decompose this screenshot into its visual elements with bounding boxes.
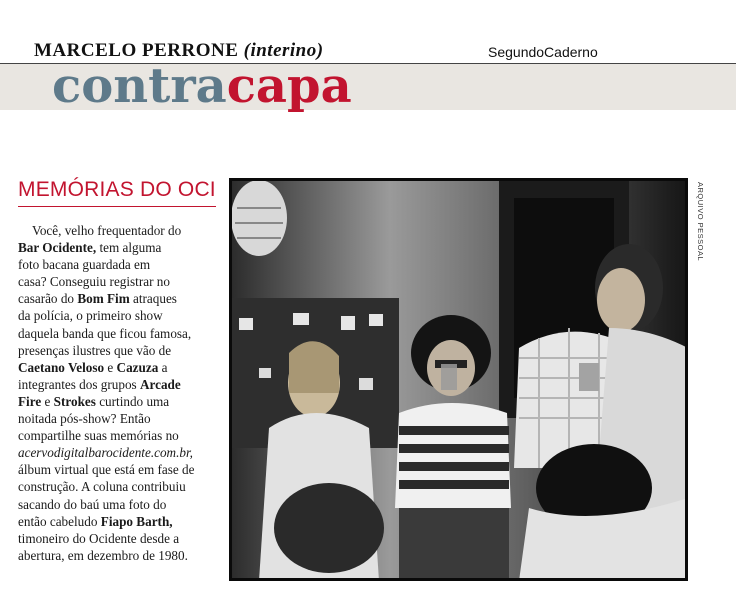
article-line [18,325,216,342]
photo-illustration [229,178,688,581]
body-text: álbum virtual que está em fase de [18,462,195,478]
bold-text: Fire [18,393,42,409]
italic-text: acervodigitalbarocidente.com.br, [18,445,193,461]
page-header [0,0,736,64]
body-text: e [41,393,54,409]
body-text: Você, velho frequentador do [32,223,182,238]
article-line [18,256,216,273]
bold-text: Arcade [139,376,181,392]
column-logo-part1: contra [52,58,227,114]
bold-text: Cazuza [116,359,159,375]
article-line [18,273,216,290]
article-line [18,530,216,547]
article-line [18,239,216,256]
article-line [18,342,216,359]
body-text: noitada pós-show? Então [18,411,151,427]
article-line [18,547,216,564]
body-text: casarão do [18,291,78,307]
body-text: integrantes dos grupos [18,376,140,392]
body-text: construção. A coluna contribuiu [18,479,186,495]
article-line [18,461,216,478]
bold-text: Caetano Veloso [18,359,105,375]
body-text: compartilhe suas memórias no [18,428,179,444]
article-line [18,410,216,427]
article-line [18,222,216,239]
article-line [18,513,216,530]
bold-text: Bar Ocidente, [18,240,97,256]
body-text: curtindo uma [95,393,170,409]
body-text: atraques [129,291,177,307]
body-text: a [158,359,168,375]
body-text: presenças ilustres que vão de [18,342,172,358]
bold-text: Fiapo Barth, [100,513,173,529]
columnist-name: MARCELO PERRONE [34,40,239,61]
article-line [18,290,216,307]
body-text: daquela banda que ficou famosa, [18,325,192,341]
article-line [18,359,216,376]
article-line [18,307,216,324]
body-text: abertura, em dezembro de 1980. [18,547,188,563]
body-text: timoneiro do Ocidente desde a [18,530,180,546]
column-logo-part2: capa [226,58,352,114]
column-logo [52,56,352,116]
article-headline: MEMÓRIAS DO OCI [18,178,216,201]
article-line [18,427,216,444]
body-text: da polícia, o primeiro show [18,308,163,324]
section-name: SegundoCaderno [488,44,598,60]
body-text: sacando do baú uma foto do [18,496,167,512]
headline-underline [18,206,216,207]
body-text: tem alguma [96,240,162,256]
body-text: foto bacana guardada em [18,257,151,273]
bold-text: Strokes [53,393,96,409]
article-body [18,222,216,564]
article-line [18,376,216,393]
article-line [18,496,216,513]
columnist-role: (interino) [243,40,324,61]
article-photo [229,178,688,581]
article-line [18,444,216,461]
bold-text: Bom Fim [77,291,130,307]
body-text: então cabeludo [18,513,101,529]
body-text: e [104,359,117,375]
article-line [18,393,216,410]
article-line [18,478,216,495]
photo-credit: ARQUIVO PESSOAL [696,182,705,262]
body-text: casa? Conseguiu registrar no [18,274,170,290]
